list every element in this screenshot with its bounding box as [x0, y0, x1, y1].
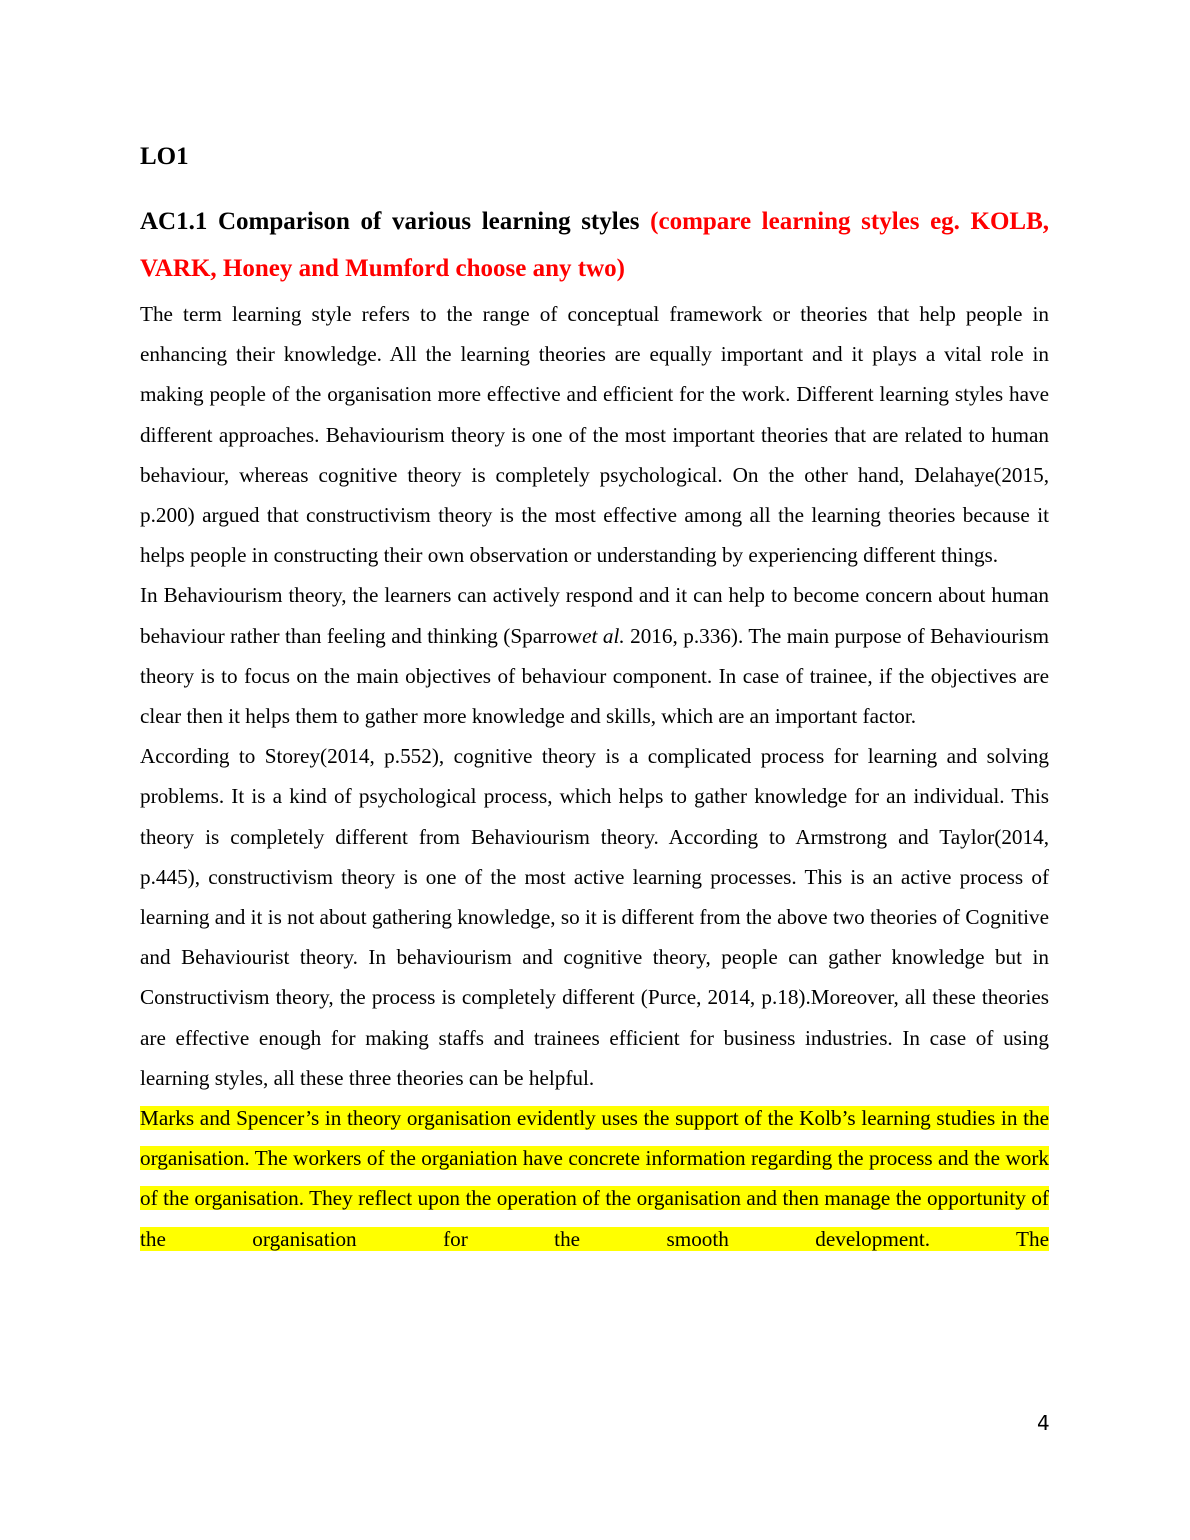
- highlighted-text: Marks and Spencer’s in theory organisation evidently uses the support of the Kolb’s learning studies in the organisation. The workers of the organiation have concrete information regarding the process and the work of the organisation. They reflect upon the operation of the organisation and then manage the opportunity of the organisation for the smooth development. The: [140, 1106, 1049, 1251]
- paragraph-marks-spencer-highlighted: [140, 1098, 1049, 1259]
- body-text: [140, 294, 1049, 1259]
- page-number: 4: [1037, 1411, 1050, 1435]
- paragraph-cognitive-constructivism: According to Storey(2014, p.552), cognitive theory is a complicated process for learning and solving problems. It is a kind of psychological process, which helps to gather knowledge for an individual. This theory is completely different from Behaviourism theory. According to Armstrong and Taylor(2014, p.445), constructivism theory is one of the most active learning processes. This is an active process of learning and it is not about gathering knowledge, so it is different from the above two theories of Cognitive and Behaviourist theory. In behaviourism and cognitive theory, people can gather knowledge but in Constructivism theory, the process is completely different (Purce, 2014, p.18).Moreover, all these theories are effective enough for making staffs and trainees efficient for business industries. In case of using learning styles, all these three theories can be helpful.: [140, 744, 1049, 1090]
- paragraph-behaviourism-part2: 2016, p.336). The main purpose of Behaviourism theory is to focus on the main objectives of behaviour component. In case of trainee, if the objectives are clear then it helps them to gather more knowledge and skills, which are an important factor.: [140, 623, 1049, 729]
- section-heading-instruction: (compare learning styles eg. KOLB, VARK, Honey and Mumford choose any two): [140, 208, 1050, 282]
- section-label: LO1: [140, 143, 189, 170]
- paragraph-behaviourism: [140, 575, 1049, 736]
- section-heading-title: AC1.1 Comparison of various learning styles: [140, 208, 640, 235]
- paragraph-learning-style-intro: The term learning style refers to the range of conceptual framework or theories that help people in enhancing their knowledge. All the learning theories are equally important and it plays a vital role in making people of the organisation more effective and efficient for the work. Different learning styles have different approaches. Behaviourism theory is one of the most important theories that are related to human behaviour, whereas cognitive theory is completely psychological. On the other hand, Delahaye(2015, p.200) argued that constructivism theory is the most effective among all the learning theories because it helps people in constructing their own observation or understanding by experiencing different things.: [140, 302, 1049, 568]
- paragraph-behaviourism-part1: In Behaviourism theory, the learners can actively respond and it can help to become concern about human behaviour rather than feeling and thinking (Sparrow: [140, 583, 1049, 648]
- section-heading: [140, 198, 1049, 292]
- citation-et-al: et al.: [582, 623, 625, 648]
